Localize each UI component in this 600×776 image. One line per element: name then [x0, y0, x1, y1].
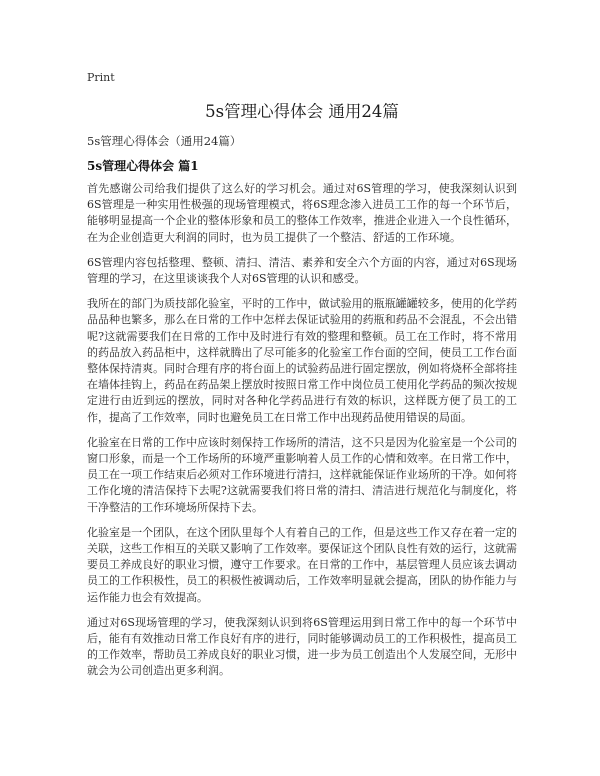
article-body — [87, 181, 517, 689]
paragraph-2: 6S管理内容包括整理、整顿、清扫、清洁、素养和安全六个方面的内容，通过对6S现场管理的学习，在这里谈谈我个人对6S管理的认识和感受。 — [87, 255, 517, 286]
paragraph-1: 首先感谢公司给我们提供了这么好的学习机会。通过对6S管理的学习，使我深刻认识到6S管理是一种实用性极强的现场管理模式，将6S理念渗入进员工工作的每一个环节后，能够明显提高一个企业的整体形象和员工的整体工作效率，推进企业进入一个良性循环，在为企业创造更大利润的同时，也为员工提供了一个整洁、舒适的工作环境。 — [87, 182, 517, 244]
section-heading: 5s管理心得体会 篇1 — [87, 159, 199, 173]
page-title: 5s管理心得体会 通用24篇 — [205, 102, 399, 121]
paragraph-6: 通过对6S现场管理的学习，使我深刻认识到将6S管理运用到日常工作中的每一个环节中后，能有有效推动日常工作良好有序的进行，同时能够调动员工的工作积极性，提高员工的工作效率，帮助员工养成良好的职业习惯，进一步为员工创造出个人发展空间，无形中就会为公司创造出更多利润。 — [87, 615, 517, 678]
print-link[interactable]: Print — [87, 71, 115, 84]
paragraph-4: 化验室在日常的工作中应该时刻保持工作场所的清洁，这不只是因为化验室是一个公司的窗口形象，而是一个工作场所的环境严重影响着人员工作的心情和效率。在日常工作中，员工在一项工作结束后必须对工作环境进行清扫，这样就能保证作业场所的干净。如何将工作化境的清洁保持下去呢?这就需要我们将日常的清扫、清洁进行规范化与制度化，将干净整洁的工作环境场所保持下去。 — [87, 435, 517, 514]
paragraph-5: 化验室是一个团队，在这个团队里每个人有着自己的工作，但是这些工作又存在着一定的关联，这些工作相互的关联又影响了工作效率。要保证这个团队良性有效的运行，这就需要员工养成良好的职业习惯，遵守工作要求。在日常的工作中，基层管理人员应该去调动员工的工作积极性，员工的积极性被调动后，工作效率明显就会提高，团队的协作能力与运作能力也会有效提高。 — [87, 525, 517, 604]
document-subtitle: 5s管理心得体会（通用24篇） — [87, 134, 242, 148]
paragraph-3: 我所在的部门为质技部化验室，平时的工作中，做试验用的瓶瓶罐罐较多，使用的化学药品品种也繁多，那么在日常的工作中怎样去保证试验用的药瓶和药品不会混乱，不会出错呢?这就需要我们在日常的工作中及时进行有效的整理和整顿。员工在工作时，将不常用的药品放入药品柜中，这样就腾出了尽可能多的化验室工作台面的空间，使员工工作台面整体保持清爽。同时合理有序的将台面上的试验药品进行固定摆放，例如将烧杯全部将挂在墙体挂钩上，药品在药品架上摆放时按照日常工作中岗位员工使用化学药品的频次按规定进行由近到远的摆放，同时对各种化学药品进行有效的标识，这样既方便了员工的工作，提高了工作效率，同时也避免员工在日常工作中出现药品使用错误的局面。 — [87, 297, 517, 424]
